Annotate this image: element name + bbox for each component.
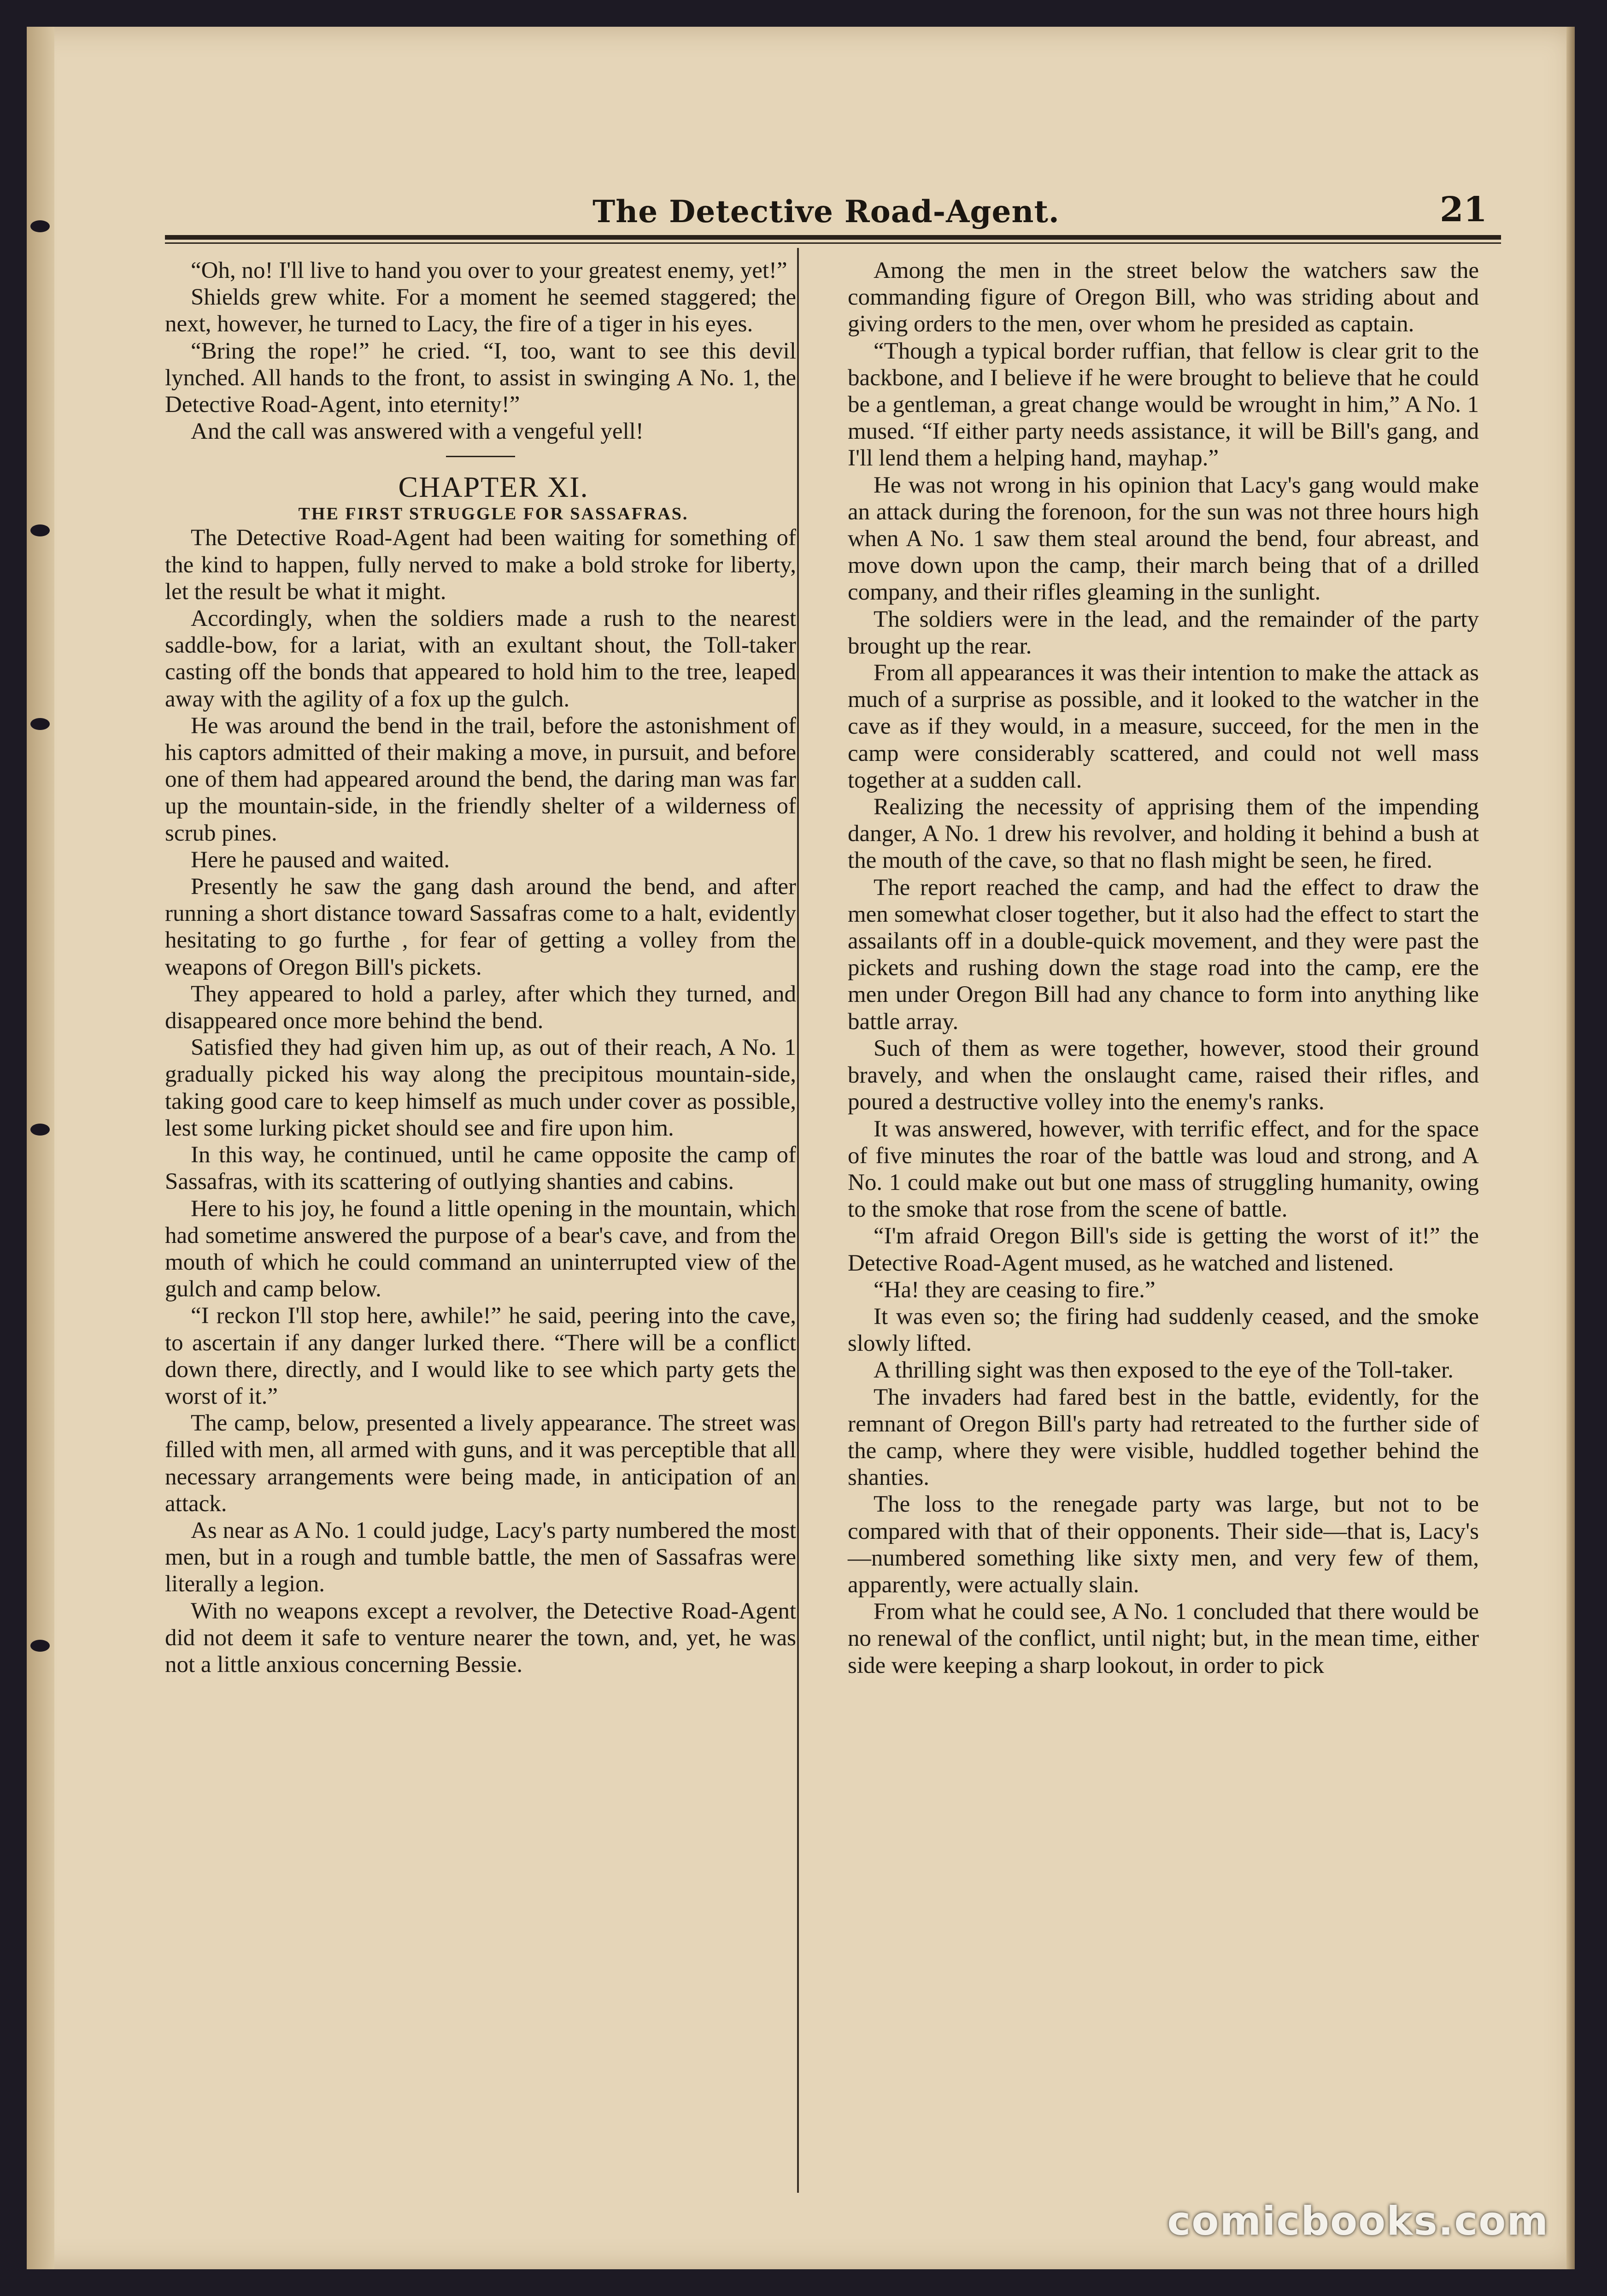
paragraph: It was answered, however, with terrific effect, and for the space of five minutes the roar of the battle was loud and strong, and A No. 1 could make out but one mass of struggling humanity, owing to the smoke that rose from the scene of battle. <box>848 1116 1479 1223</box>
paragraph: A thrilling sight was then exposed to the eye of the Toll-taker. <box>874 1357 1454 1383</box>
right-column <box>848 257 1479 1679</box>
paragraph: “I reckon I'll stop here, awhile!” he said, peering into the cave, to ascertain if any danger lurked there. “There will be a conflict down there, directly, and I would like to see which party gets the worst of it.” <box>165 1303 796 1409</box>
paragraph: The camp, below, presented a lively appearance. The street was filled with men, all armed with guns, and it was perceptible that all necessary arrangements were being made, in anticipation of an attack. <box>165 1410 796 1517</box>
paragraph: Satisfied they had given him up, as out of their reach, A No. 1 gradually picked his way along the precipitous mountain-side, taking good care to keep himself as much under cover as possible, lest some lurking picket should see and fire upon him. <box>165 1035 796 1141</box>
paragraph: Shields grew white. For a moment he seemed staggered; the next, however, he turned to Lacy, the fire of a tiger in his eyes. <box>165 284 796 337</box>
running-title: The Detective Road-Agent. <box>592 194 1060 230</box>
column-divider <box>797 248 799 2193</box>
paragraph: “Though a typical border ruffian, that fellow is clear grit to the backbone, and I believe if he were brought to believe that he could be a gentleman, a great change would be wrought in him,” A No. 1 mused. “If either party needs assistance, it will be Bill's gang, and I'll lend them a helping hand, mayhap.” <box>848 338 1479 471</box>
staple-hole <box>30 220 50 232</box>
staple-hole <box>30 524 50 536</box>
paragraph: The loss to the renegade party was large, but not to be compared with that of their opponents. Their side—that is, Lacy's—numbered something like sixty men, and very few of them, apparently, were actually slain. <box>848 1491 1479 1598</box>
staple-hole <box>30 1124 50 1136</box>
paragraph: They appeared to hold a parley, after which they turned, and disappeared once more behind the bend. <box>165 981 796 1034</box>
paragraph: From what he could see, A No. 1 concluded that there would be no renewal of the conflict, until night; but, in the mean time, either side were keeping a sharp lookout, in order to pick <box>848 1599 1479 1678</box>
paragraph: He was not wrong in his opinion that Lacy's gang would make an attack during the forenoon, for the sun was not three hours high when A No. 1 saw them steal around the bend, four abreast, and move down upon the camp, their march being that of a drilled company, and their rifles gleaming in the sunlight. <box>848 472 1479 606</box>
paragraph: As near as A No. 1 could judge, Lacy's party numbered the most men, but in a rough and tumble battle, the men of Sassafras were literally a legion. <box>165 1517 796 1597</box>
paragraph: The invaders had fared best in the battle, evidently, for the remnant of Oregon Bill's party had retreated to the further side of the camp, where they were visible, huddled together behind the shanties. <box>848 1384 1479 1491</box>
left-paragraphs-after-chapter <box>165 524 796 1678</box>
paragraph: From all appearances it was their intention to make the attack as much of a surprise as possible, and it looked to the watcher in the cave as if they would, in a measure, succeed, for the men in the camp were considerably scattered, and could not well mass together at a sudden call. <box>848 660 1479 793</box>
paragraph: With no weapons except a revolver, the Detective Road-Agent did not deem it safe to venture nearer the town, and, yet, he was not a little anxious concerning Bessie. <box>165 1598 796 1678</box>
binding-strip <box>27 27 54 2269</box>
paragraph: Accordingly, when the soldiers made a rush to the nearest saddle-bow, for a lariat, with an exultant shout, the Toll-taker casting off the bonds that appeared to hold him to the tree, leaped away with the agility of a fox up the gulch. <box>165 606 796 712</box>
section-divider <box>446 456 515 457</box>
paragraph: He was around the bend in the trail, before the astonishment of his captors admitted of their making a move, in pursuit, and before one of them had appeared around the bend, the daring man was far up the mountain-side, in the friendly shelter of a wilderness of scrub pines. <box>165 712 796 846</box>
paragraph: “Bring the rope!” he cried. “I, too, want to see this devil lynched. All hands to the front, to assist in swinging A No. 1, the Detective Road-Agent, into eternity!” <box>165 338 796 418</box>
paragraph: The soldiers were in the lead, and the remainder of the party brought up the rear. <box>848 606 1479 659</box>
left-paragraphs-before-chapter <box>165 257 796 445</box>
paragraph: “I'm afraid Oregon Bill's side is getting the worst of it!” the Detective Road-Agent mused, as he watched and listened. <box>848 1223 1479 1276</box>
paragraph: It was even so; the firing had suddenly ceased, and the smoke slowly lifted. <box>848 1303 1479 1357</box>
watermark: comicbooks.com <box>1167 2198 1549 2244</box>
paragraph: Among the men in the street below the watchers saw the commanding figure of Oregon Bill, who was striding about and giving orders to the men, over whom he presided as captain. <box>848 258 1479 337</box>
chapter-title: CHAPTER XI. <box>398 471 589 504</box>
paragraph: In this way, he continued, until he came opposite the camp of Sassafras, with its scattering of outlying shanties and cabins. <box>165 1142 796 1195</box>
paragraph: Here to his joy, he found a little opening in the mountain, which had sometime answered the purpose of a bear's cave, and from the mouth of which he could command an uninterrupted view of the gulch and camp below. <box>165 1195 796 1302</box>
paragraph: Such of them as were together, however, stood their ground bravely, and when the onslaught came, raised their rifles, and poured a destructive volley into the enemy's ranks. <box>848 1035 1479 1115</box>
header-rule-thin <box>165 242 1501 244</box>
page-edge <box>1566 27 1575 2269</box>
left-column <box>165 257 796 1678</box>
paragraph: And the call was answered with a vengeful yell! <box>191 418 644 445</box>
page-header <box>165 174 1487 230</box>
staple-hole <box>30 718 50 730</box>
right-paragraphs <box>848 257 1479 1679</box>
chapter-subtitle: THE FIRST STRUGGLE FOR SASSAFRAS. <box>298 504 689 524</box>
magazine-page <box>27 27 1575 2269</box>
paragraph: Realizing the necessity of apprising them of the impending danger, A No. 1 drew his revolver, and holding it behind a bush at the mouth of the cave, so that no flash might be seen, he fired. <box>848 794 1479 874</box>
paragraph: Here he paused and waited. <box>191 847 450 873</box>
paragraph: The Detective Road-Agent had been waiting for something of the kind to happen, fully nerved to make a bold stroke for liberty, let the result be what it might. <box>165 525 796 605</box>
paragraph: “Oh, no! I'll live to hand you over to your greatest enemy, yet!” <box>191 258 787 283</box>
paragraph: Presently he saw the gang dash around the bend, and after running a short distance toward Sassafras come to a halt, evidently hesitating to go furthe , for fear of getting a volley from the weapons of Oregon Bill's pickets. <box>165 874 796 980</box>
page-number: 21 <box>1440 190 1487 230</box>
header-rule <box>165 235 1501 240</box>
staple-hole <box>30 1640 50 1652</box>
paragraph: The report reached the camp, and had the effect to draw the men somewhat closer together, but it also had the effect to start the assailants off in a double-quick movement, and they were past the pickets and rushing down the stage road into the camp, ere the men under Oregon Bill had any chance to form into anything like battle array. <box>848 874 1479 1035</box>
paragraph: “Ha! they are ceasing to fire.” <box>874 1277 1155 1303</box>
